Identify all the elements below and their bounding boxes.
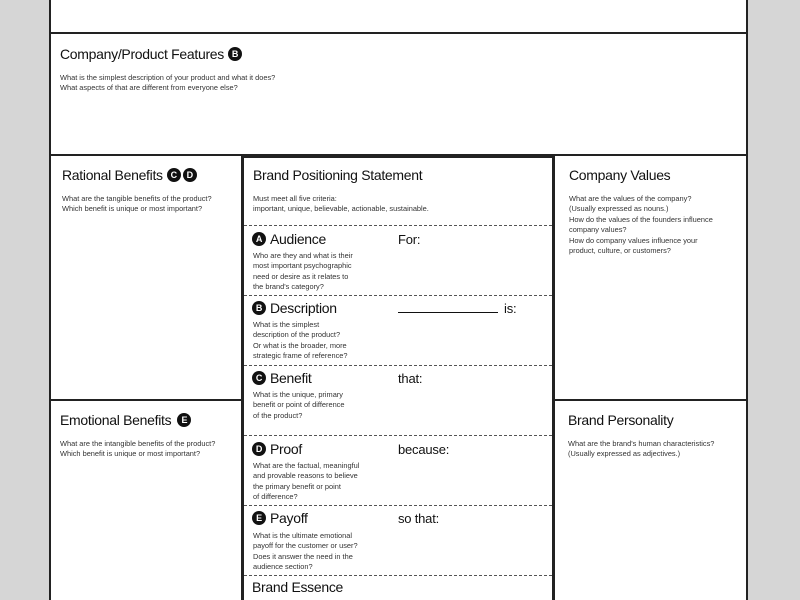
audience-description: Who are they and what is their most important psychographic need or desire as it relates to the brand's category?: [253, 251, 353, 292]
description-blank-line: [398, 301, 498, 313]
features-description: What is the simplest description of your product and what it does? What aspects of that are different from everyone else?: [60, 73, 276, 93]
values-title: Company Values: [569, 167, 671, 183]
segment-divider: [244, 505, 552, 506]
description-fill-label: is:: [398, 301, 516, 316]
rational-title: Rational Benefits C D: [62, 167, 197, 183]
personality-description: What are the brand's human characteristics? (Usually expressed as adjectives.): [568, 439, 715, 459]
description-description: What is the simplest description of the product? Or what is the broader, more strategic frame of reference?: [253, 320, 348, 361]
viewer-background-right: [748, 0, 800, 600]
payoff-fill-label: so that:: [398, 511, 440, 526]
segment-divider: [244, 225, 552, 226]
benefit-label: C Benefit: [252, 370, 312, 386]
segment-divider: [244, 435, 552, 436]
bps-right-border: [552, 154, 555, 600]
divider-top: [49, 32, 748, 34]
benefit-fill-label: that:: [398, 371, 423, 386]
badge-d-icon: D: [252, 442, 266, 456]
rational-description: What are the tangible benefits of the product? Which benefit is unique or most important?: [62, 194, 212, 214]
badge-a-icon: A: [252, 232, 266, 246]
badge-e-icon: E: [252, 511, 266, 525]
badge-c-icon: C: [167, 168, 181, 182]
emotional-description: What are the intangible benefits of the product? Which benefit is unique or most important?: [60, 439, 216, 459]
description-label: B Description: [252, 300, 337, 316]
statement-title: Brand Positioning Statement: [253, 167, 423, 183]
proof-label: D Proof: [252, 441, 302, 457]
badge-b-icon: B: [252, 301, 266, 315]
statement-description: Must meet all five criteria: important, unique, believable, actionable, sustainable.: [253, 194, 429, 214]
divider-right-mid: [554, 399, 748, 401]
proof-fill-label: because:: [398, 442, 450, 457]
badge-b-icon: B: [228, 47, 242, 61]
proof-description: What are the factual, meaningful and provable reasons to believe the primary benefit or point of difference?: [253, 461, 360, 502]
bps-top-border: [241, 155, 555, 158]
personality-title: Brand Personality: [568, 412, 674, 428]
audience-label: A Audience: [252, 231, 326, 247]
badge-d-icon: D: [183, 168, 197, 182]
values-description: What are the values of the company? (Usually expressed as nouns.) How do the values of the founders influence company values? How do company values influence your product, culture, or customers?: [569, 194, 713, 256]
emotional-title: Emotional Benefits E: [60, 412, 191, 428]
payoff-label: E Payoff: [252, 510, 308, 526]
viewer-background-left: [0, 0, 49, 600]
segment-divider: [244, 575, 552, 576]
audience-fill-label: For:: [398, 232, 421, 247]
segment-divider: [244, 365, 552, 366]
badge-e-icon: E: [177, 413, 191, 427]
bps-left-border: [241, 154, 244, 600]
segment-divider: [244, 295, 552, 296]
payoff-description: What is the ultimate emotional payoff for the customer or user? Does it answer the need in the audience section?: [253, 531, 358, 572]
essence-label: Brand Essence: [252, 579, 344, 595]
features-title: Company/Product Features B: [60, 46, 242, 62]
divider-left-mid: [49, 399, 242, 401]
benefit-description: What is the unique, primary benefit or point of difference of the product?: [253, 390, 345, 420]
badge-c-icon: C: [252, 371, 266, 385]
